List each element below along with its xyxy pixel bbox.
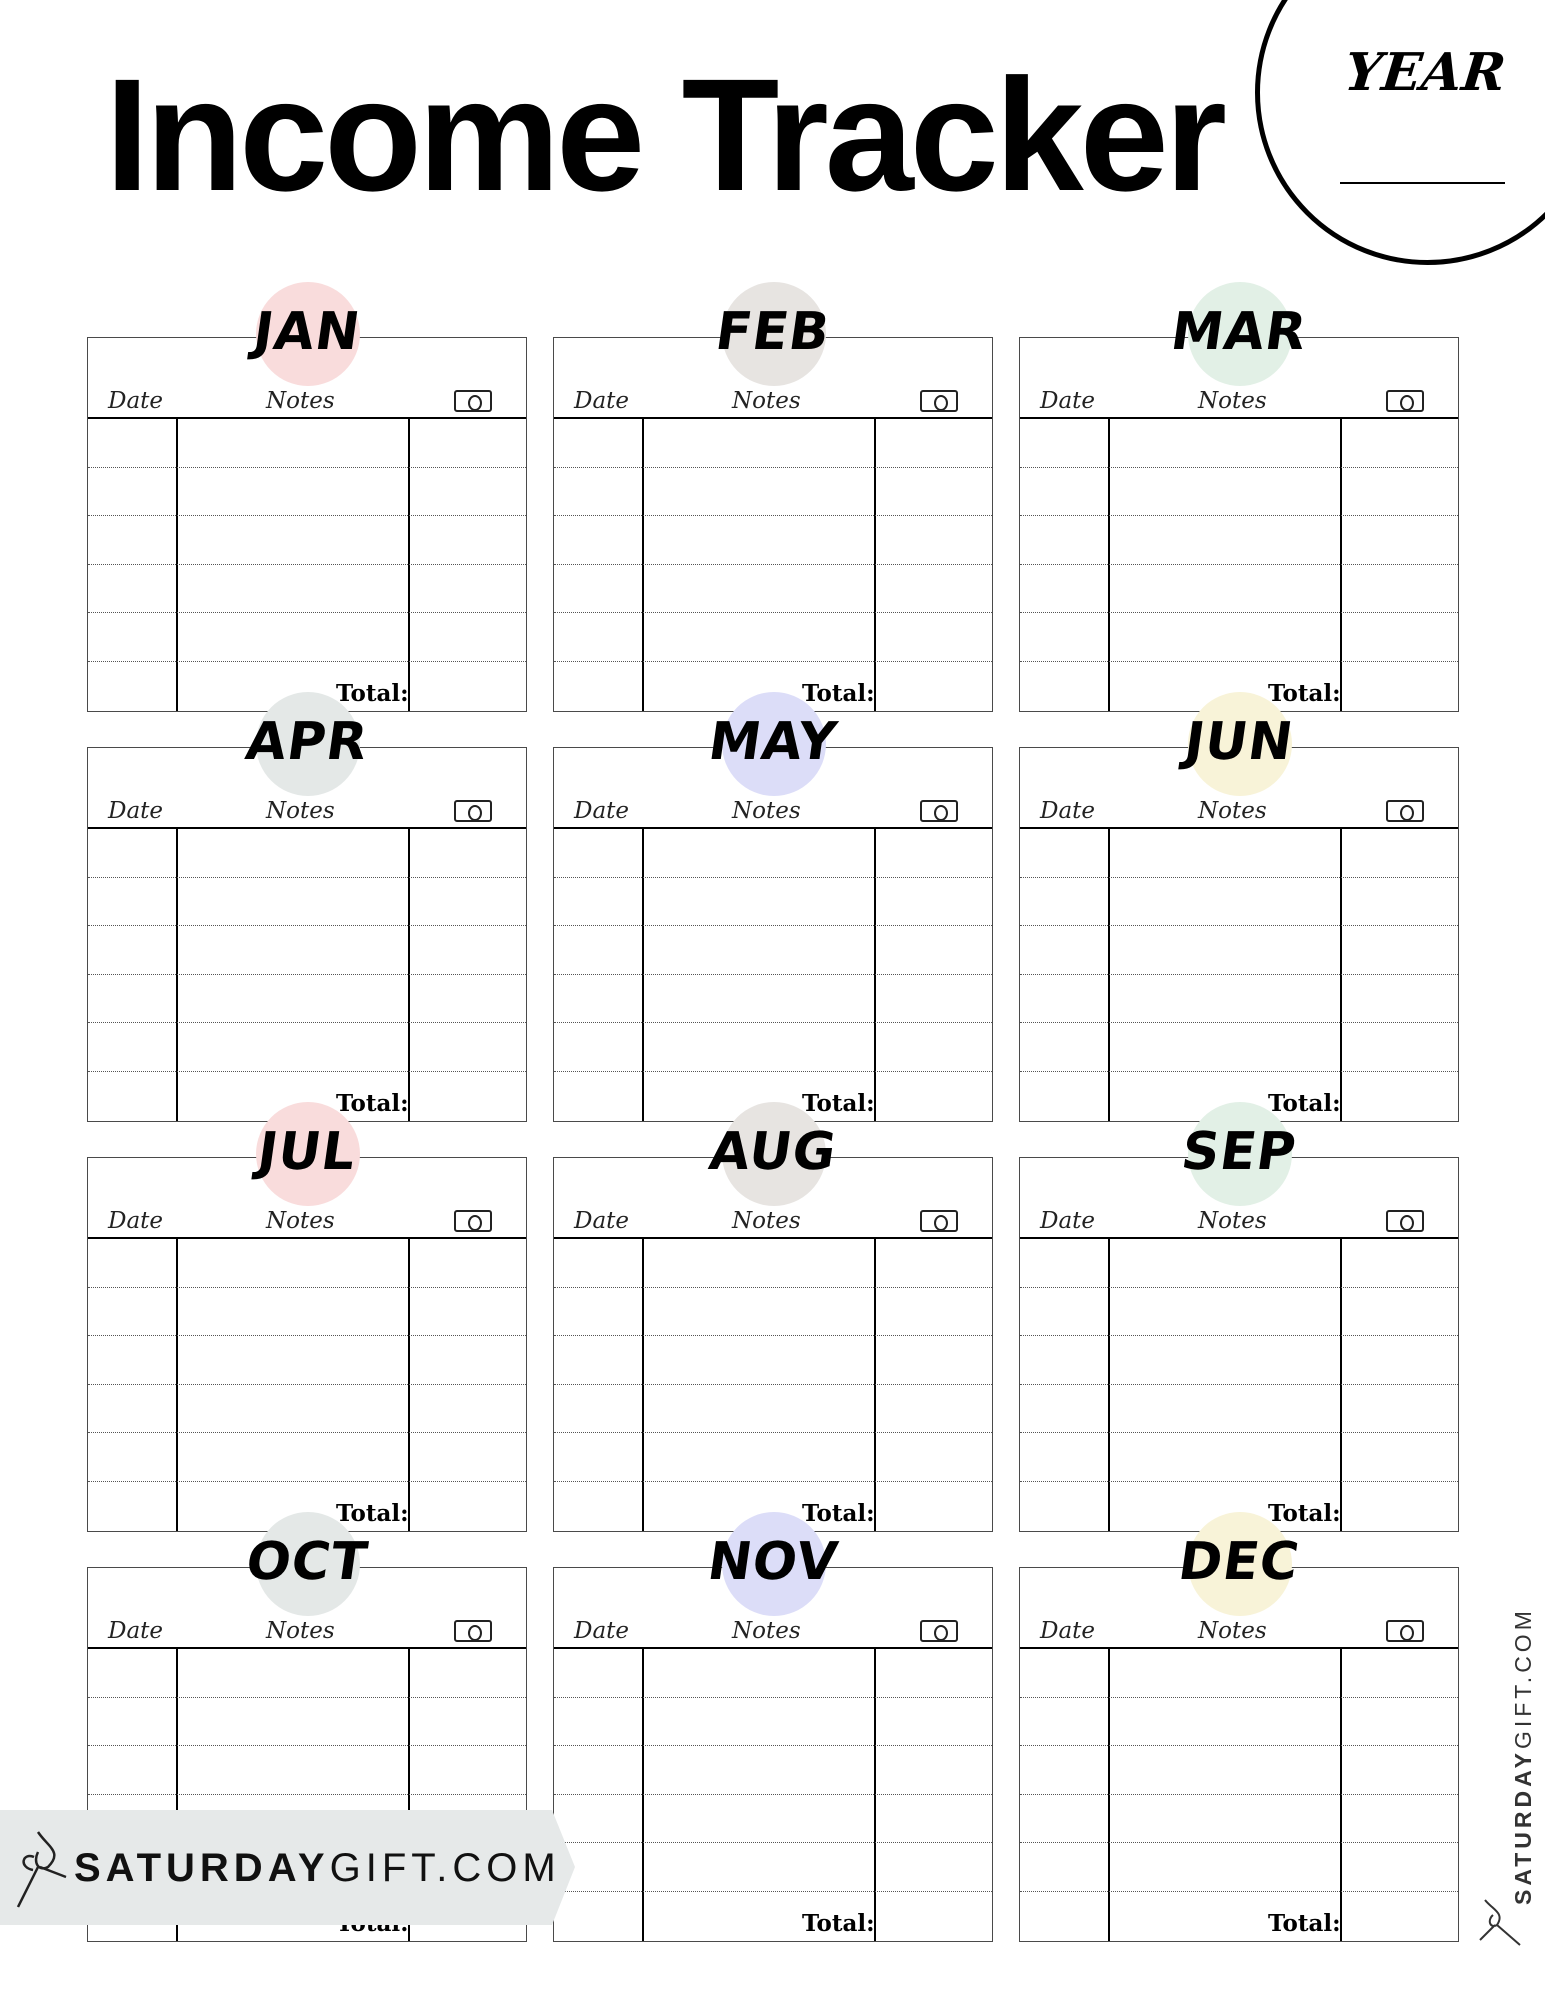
cash-icon [920,1210,958,1232]
entry-row-line[interactable] [1020,612,1458,613]
entry-row-line[interactable] [554,612,992,613]
total-label: Total: [802,1910,875,1937]
date-column-header: Date [1040,388,1096,414]
entry-row-line[interactable] [1020,1891,1458,1892]
entry-row-line[interactable] [88,661,526,662]
header-divider [554,417,992,419]
entry-row-line[interactable] [1020,1022,1458,1023]
date-column-header: Date [574,388,630,414]
entry-row-line[interactable] [554,1071,992,1072]
header-divider [1020,417,1458,419]
cash-icon [1386,1210,1424,1232]
month-panel-aug [553,1122,993,1532]
month-name: JUL [253,1122,361,1182]
notes-column-header: Notes [732,1208,801,1234]
total-label: Total: [1268,1500,1341,1527]
header-divider [1020,1237,1458,1239]
entry-row-line[interactable] [554,877,992,878]
entry-row-line[interactable] [554,925,992,926]
entry-row-line[interactable] [554,1432,992,1433]
bow-icon [8,1822,68,1912]
entry-row-line[interactable] [88,1022,526,1023]
entry-row-line[interactable] [1020,1794,1458,1795]
entry-row-line[interactable] [554,515,992,516]
entry-row-line[interactable] [88,1481,526,1482]
cash-icon [454,800,492,822]
entry-row-line[interactable] [88,515,526,516]
month-name: SEP [1177,1122,1301,1182]
month-panel-mar [1019,302,1459,712]
notes-column-header: Notes [266,798,335,824]
total-label: Total: [802,680,875,707]
year-label: YEAR [1341,42,1509,103]
notes-column-header: Notes [732,1618,801,1644]
date-column-header: Date [1040,1208,1096,1234]
month-panel-jan [87,302,527,712]
total-label: Total: [336,1090,409,1117]
entry-row-line[interactable] [1020,661,1458,662]
total-label: Total: [1268,680,1341,707]
entry-row-line[interactable] [554,1022,992,1023]
header-divider [88,827,526,829]
header-divider [88,1647,526,1649]
brand-logo-text: SATURDAYGIFT.COM [74,1846,561,1890]
month-name: MAR [1167,302,1311,362]
entry-row-line[interactable] [88,925,526,926]
month-panel-dec [1019,1532,1459,1942]
month-name: JAN [249,302,365,362]
header-divider [554,827,992,829]
entry-row-line[interactable] [1020,564,1458,565]
notes-column-header: Notes [266,1618,335,1644]
entry-row-line[interactable] [554,1287,992,1288]
date-column-header: Date [1040,798,1096,824]
year-circle [1255,0,1545,265]
month-panel-feb [553,302,993,712]
month-name: OCT [242,1532,372,1592]
entry-row-line[interactable] [88,1384,526,1385]
notes-column-header: Notes [732,798,801,824]
entry-row-line[interactable] [1020,1335,1458,1336]
date-column-header: Date [574,798,630,824]
entry-row-line[interactable] [88,612,526,613]
total-label: Total: [336,680,409,707]
entry-row-line[interactable] [88,1794,526,1795]
total-label: Total: [802,1500,875,1527]
date-column-header: Date [574,1618,630,1644]
entry-row-line[interactable] [1020,515,1458,516]
entry-row-line[interactable] [88,467,526,468]
entry-row-line[interactable] [1020,1287,1458,1288]
entry-row-line[interactable] [88,1697,526,1698]
header-divider [88,1237,526,1239]
header-divider [554,1237,992,1239]
total-label: Total: [1268,1910,1341,1937]
month-panel-apr [87,712,527,1122]
entry-row-line[interactable] [1020,1432,1458,1433]
total-label: Total: [1268,1090,1341,1117]
entry-row-line[interactable] [554,564,992,565]
notes-column-header: Notes [1198,798,1267,824]
entry-row-line[interactable] [1020,1384,1458,1385]
entry-row-line[interactable] [1020,1697,1458,1698]
month-name: MAY [704,712,842,772]
brand-vertical-text: SATURDAYGIFT.COM [1510,1607,1536,1905]
entry-row-line[interactable] [1020,1071,1458,1072]
notes-column-header: Notes [1198,388,1267,414]
total-label: Total: [802,1090,875,1117]
date-column-header: Date [108,1208,164,1234]
entry-row-line[interactable] [554,974,992,975]
entry-row-line[interactable] [88,974,526,975]
notes-column-header: Notes [266,1208,335,1234]
entry-row-line[interactable] [1020,467,1458,468]
cash-icon [454,1210,492,1232]
entry-row-line[interactable] [1020,1481,1458,1482]
entry-row-line[interactable] [554,1697,992,1698]
cash-icon [1386,800,1424,822]
entry-row-line[interactable] [554,467,992,468]
entry-row-line[interactable] [88,877,526,878]
month-name: AUG [705,1122,841,1182]
cash-icon [920,390,958,412]
page-title: Income Tracker [105,45,1223,224]
header-divider [554,1647,992,1649]
total-label: Total: [336,1500,409,1527]
entry-row-line[interactable] [554,1891,992,1892]
header-divider [1020,827,1458,829]
entry-row-line[interactable] [1020,1842,1458,1843]
cash-icon [1386,390,1424,412]
month-panel-jul [87,1122,527,1532]
entry-row-line[interactable] [88,1745,526,1746]
date-column-header: Date [574,1208,630,1234]
entry-row-line[interactable] [554,1745,992,1746]
cash-icon [1386,1620,1424,1642]
header-divider [88,417,526,419]
month-panel-jun [1019,712,1459,1122]
entry-row-line[interactable] [554,1794,992,1795]
date-column-header: Date [108,1618,164,1644]
entry-row-line[interactable] [88,1287,526,1288]
header-divider [1020,1647,1458,1649]
cash-icon [920,800,958,822]
entry-row-line[interactable] [88,1432,526,1433]
month-panel-may [553,712,993,1122]
entry-row-line[interactable] [88,564,526,565]
cash-icon [920,1620,958,1642]
month-name: APR [242,712,372,772]
entry-row-line[interactable] [1020,925,1458,926]
entry-row-line[interactable] [1020,1745,1458,1746]
month-name: NOV [703,1532,842,1592]
date-column-header: Date [108,388,164,414]
date-column-header: Date [108,798,164,824]
cash-icon [454,1620,492,1642]
month-panel-nov [553,1532,993,1942]
date-column-header: Date [1040,1618,1096,1644]
entry-row-line[interactable] [88,1335,526,1336]
month-name: JUN [1180,712,1298,772]
entry-row-line[interactable] [554,1481,992,1482]
year-write-line[interactable] [1340,182,1505,184]
notes-column-header: Notes [732,388,801,414]
month-name: FEB [711,302,835,362]
entry-row-line[interactable] [88,1071,526,1072]
notes-column-header: Notes [1198,1618,1267,1644]
notes-column-header: Notes [1198,1208,1267,1234]
entry-row-line[interactable] [1020,877,1458,878]
entry-row-line[interactable] [554,1384,992,1385]
entry-row-line[interactable] [1020,974,1458,975]
month-name: DEC [1174,1532,1304,1592]
entry-row-line[interactable] [554,1842,992,1843]
entry-row-line[interactable] [554,1335,992,1336]
month-panel-sep [1019,1122,1459,1532]
cash-icon [454,390,492,412]
entry-row-line[interactable] [554,661,992,662]
notes-column-header: Notes [266,388,335,414]
